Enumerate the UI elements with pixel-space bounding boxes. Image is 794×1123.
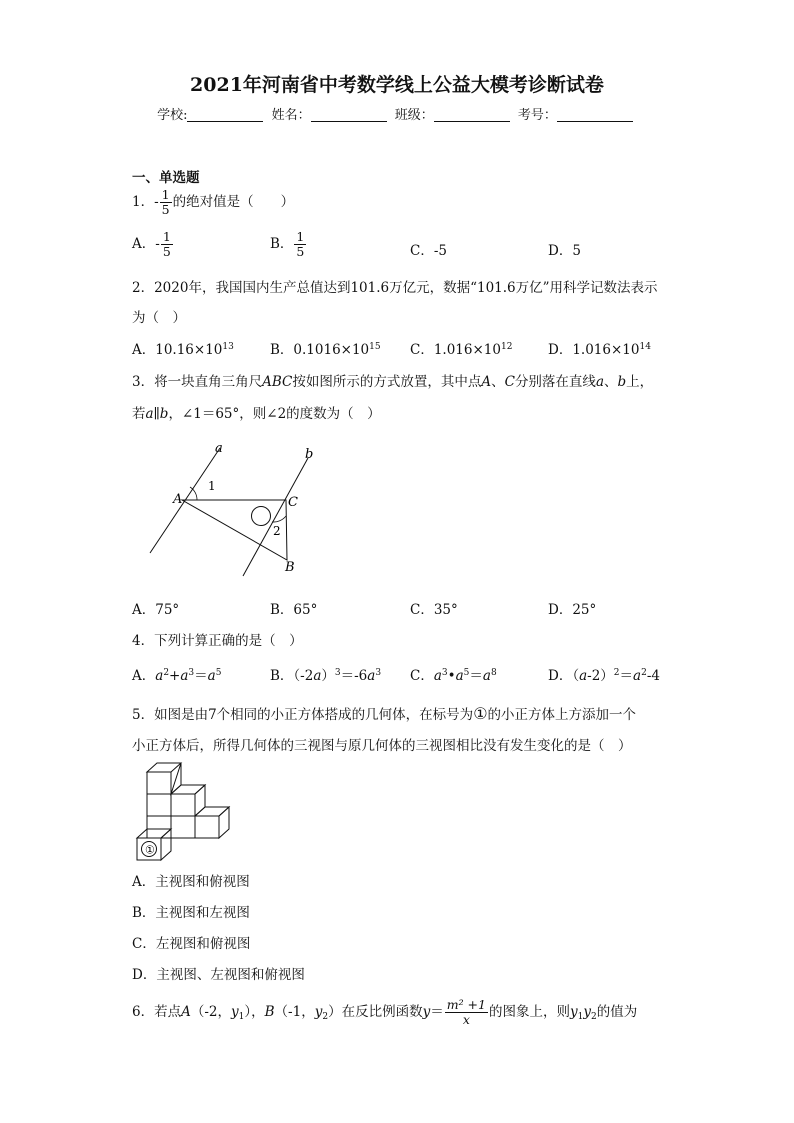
name-label: 姓名： [271, 108, 311, 123]
q3-line2: 若a∥b，∠1＝65°，则∠2的度数为（ ） [132, 406, 381, 422]
q5-option-b: B．主视图和左视图 [132, 905, 250, 921]
question-1: 1．- $\frac{1}{5}$ 的绝对值是（ ） [132, 187, 295, 217]
label-A: A [173, 492, 183, 507]
school-label: 学校: [157, 108, 188, 123]
q5-option-a: A．主视图和俯视图 [132, 874, 250, 890]
exam-no-label: 考号： [517, 108, 557, 123]
q5-cube-figure [135, 760, 240, 862]
q3-option-c: C．35° [410, 602, 458, 618]
class-blank [434, 107, 510, 122]
q2-option-b: B．$0.1016\times 10^{15}$ [270, 342, 381, 358]
line-b [243, 458, 308, 576]
q2-line1: 2．2020年，我国国内生产总值达到101.6万亿元，数据“101.6万亿”用科学记数法表示 [132, 280, 658, 296]
exam-no-blank [557, 107, 633, 122]
q1-fraction: $\frac{1}{5}$ [161, 187, 170, 217]
q5-line2: 小正方体后，所得几何体的三视图与原几何体的三视图相比没有发生变化的是（ ） [132, 738, 632, 754]
q3-line1: 3．将一块直角三角尺ABC按如图所示的方式放置，其中点A、C分别落在直线a、b上， [132, 374, 654, 390]
school-blank [187, 107, 263, 122]
cube-mark: ① [145, 843, 155, 857]
q6-fraction: $\frac{\text{m² +1}}{x}$ [446, 997, 486, 1027]
q1-option-b: B． $\frac{1}{5}$ [270, 229, 305, 259]
q4-option-b: B．$(-2a)^3=-6a^3$ [270, 668, 382, 684]
q2-option-d: D．$1.016\times 10^{14}$ [548, 342, 651, 358]
q2-option-a: A．$10.16\times 10^{13}$ [132, 342, 234, 358]
q2-line2: 为（ ） [132, 310, 186, 326]
angle-1-arc [190, 487, 197, 500]
label-angle-1: 1 [208, 479, 216, 493]
q3-option-b: B．65° [270, 602, 318, 618]
q3-option-d: D．25° [548, 602, 597, 618]
q1-option-d: D．5 [548, 243, 581, 259]
q5-line1: 5．如图是由7个相同的小正方体搭成的几何体，在标号为①的小正方体上方添加一个 [132, 704, 637, 723]
q1-option-a: A．- $\frac{1}{5}$ [132, 229, 171, 259]
question-4: 4．下列计算正确的是（ ） [132, 633, 303, 649]
q5-option-d: D．主视图、左视图和俯视图 [132, 967, 305, 983]
q3-figure [140, 438, 340, 583]
q4-option-c: C．$a^3•a^5=a^8$ [410, 668, 497, 684]
question-6: 6．若点A（-2，$y_1$），B（-1，$y_2$）在反比例函数y＝ $\frac{\text{m² +1}}{x}$ 的图象上，则$y_1y_2$的值为 [132, 997, 638, 1027]
class-label: 班级： [394, 108, 434, 123]
page-title: 2021年河南省中考数学线上公益大模考诊断试卷 [190, 74, 604, 96]
label-b: b [305, 447, 314, 462]
label-C: C [288, 495, 298, 510]
q4-option-a: A．$a^2+a^3=a^5$ [132, 668, 222, 684]
triangle-abc [182, 500, 287, 560]
name-blank [311, 107, 387, 122]
q4-option-d: D．$(a-2)^2=a^2-4$ [548, 668, 660, 684]
q5-option-c: C．左视图和俯视图 [132, 936, 251, 952]
triangle-hole [252, 507, 271, 526]
label-a: a [215, 441, 223, 456]
q2-option-c: C．$1.016\times 10^{12}$ [410, 342, 513, 358]
student-info-line [0, 104, 794, 123]
q3-option-a: A．75° [132, 602, 180, 618]
section-title: 一、单选题 [132, 170, 200, 186]
q1-option-c: C．-5 [410, 243, 447, 259]
label-angle-2: 2 [273, 524, 281, 538]
label-B: B [285, 560, 295, 575]
